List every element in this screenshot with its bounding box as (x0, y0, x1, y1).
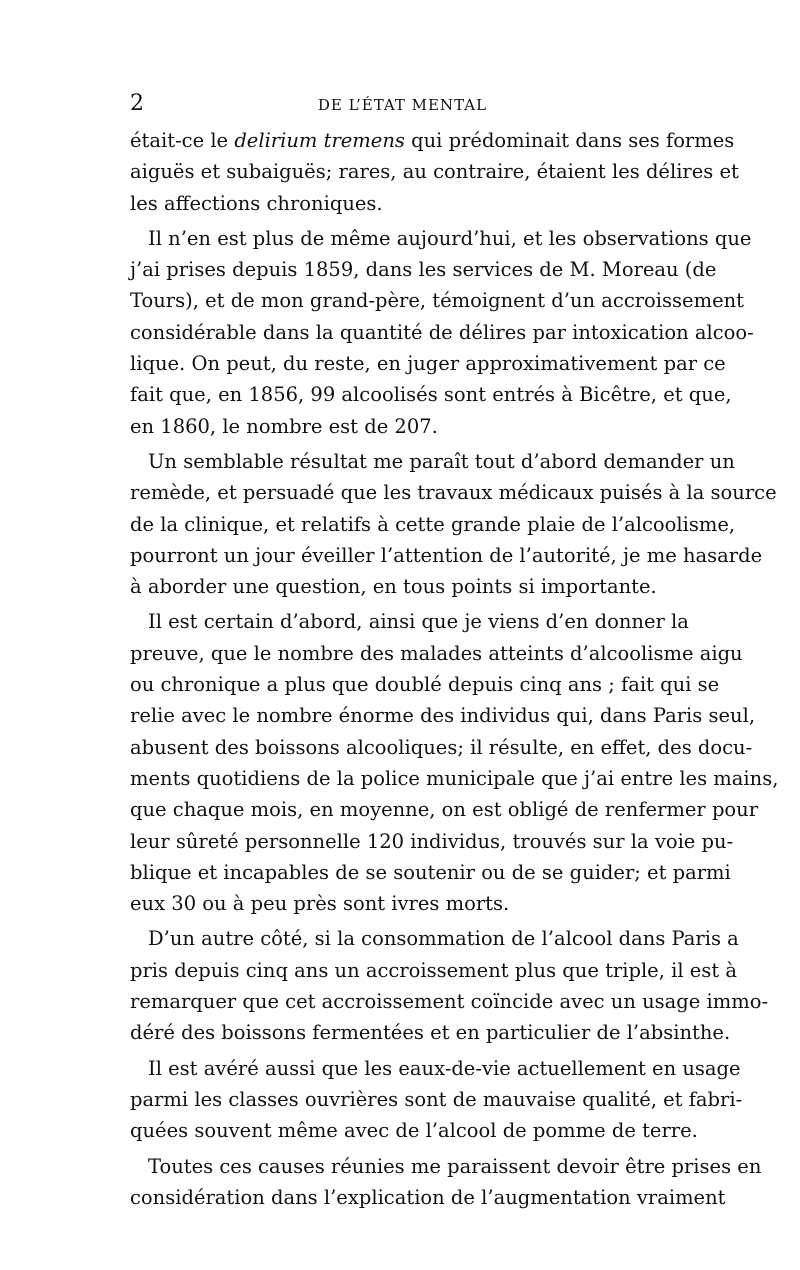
italic-term: delirium tremens (234, 129, 405, 152)
text-line: D’un autre côté, si la consommation de l’alcool dans Paris a (148, 927, 739, 951)
paragraph (130, 446, 777, 602)
text-line: Il n’en est plus de même aujourd’hui, et les observations que (148, 226, 752, 250)
text-line: relie avec le nombre énorme des individus qui, dans Paris seul, (130, 704, 756, 728)
text-line: les affections chroniques. (130, 191, 383, 215)
text-line: abusent des boissons alcooliques; il résulte, en effet, des docu- (130, 735, 753, 759)
text-line: pris depuis cinq ans un accroissement plus que triple, il est à (130, 958, 737, 982)
paragraph (130, 223, 754, 442)
page-number: 2 (130, 91, 144, 116)
text-line: Un semblable résultat me paraît tout d’abord demander un (148, 449, 735, 473)
text-line: leur sûreté personnelle 120 individus, trouvés sur la voie pu- (130, 829, 734, 853)
paragraph (130, 125, 739, 219)
text-line: en 1860, le nombre est de 207. (130, 414, 438, 438)
running-title: DE L’ÉTAT MENTAL (317, 96, 488, 114)
text-line: Il est certain d’abord, ainsi que je viens d’en donner la (148, 610, 689, 634)
text-line: j’ai prises depuis 1859, dans les services de M. Moreau (de (130, 258, 717, 282)
text-line: déré des boissons fermentées et en particulier de l’absinthe. (130, 1021, 731, 1045)
text-line: fait que, en 1856, 99 alcoolisés sont entrés à Bicêtre, et que, (130, 383, 732, 407)
text-line: lique. On peut, du reste, en juger approximativement par ce (130, 352, 726, 376)
text-line: remarquer que cet accroissement coïncide avec un usage immo- (130, 990, 769, 1014)
text-line: que chaque mois, en moyenne, on est obligé de renfermer pour (130, 798, 759, 822)
paragraph (130, 1151, 762, 1214)
text-line: remède, et persuadé que les travaux médicaux puisés à la source (130, 481, 777, 505)
text-line: preuve, que le nombre des malades atteints d’alcoolisme aigu (130, 641, 743, 665)
text-line: blique et incapables de se soutenir ou de se guider; et parmi (130, 860, 731, 884)
text-line: considérable dans la quantité de délires par intoxication alcoo- (130, 320, 754, 344)
text-line: pourront un jour éveiller l’attention de l’autorité, je me hasarde (130, 543, 763, 567)
text-line: eux 30 ou à peu près sont ivres morts. (130, 892, 510, 916)
text-line: parmi les classes ouvrières sont de mauvaise qualité, et fabri- (130, 1087, 743, 1111)
text-line: à aborder une question, en tous points si importante. (130, 575, 657, 599)
text-line: ments quotidiens de la police municipale que j’ai entre les mains, (130, 766, 779, 790)
text-line: ou chronique a plus que doublé depuis cinq ans ; fait qui se (130, 673, 720, 697)
body-text (130, 125, 779, 1213)
text-line: Toutes ces causes réunies me paraissent devoir être prises en (148, 1154, 762, 1178)
text-line: aiguës et subaiguës; rares, au contraire, étaient les délires et (130, 160, 739, 184)
text-line: quées souvent même avec de l’alcool de pomme de terre. (130, 1119, 698, 1143)
paragraph (130, 1053, 743, 1147)
page-header (130, 92, 675, 116)
paragraph (130, 606, 779, 919)
text-line: de la clinique, et relatifs à cette grande plaie de l’alcoolisme, (130, 512, 736, 536)
paragraph (130, 923, 769, 1048)
text-line: Il est avéré aussi que les eaux-de-vie actuellement en usage (148, 1056, 741, 1080)
text-line: Tours), et de mon grand-père, témoignent d’un accroissement (130, 289, 745, 313)
text-line: était-ce le delirium tremens qui prédominait dans ses formes (130, 129, 735, 152)
text-line: considération dans l’explication de l’augmentation vraiment (130, 1185, 726, 1209)
